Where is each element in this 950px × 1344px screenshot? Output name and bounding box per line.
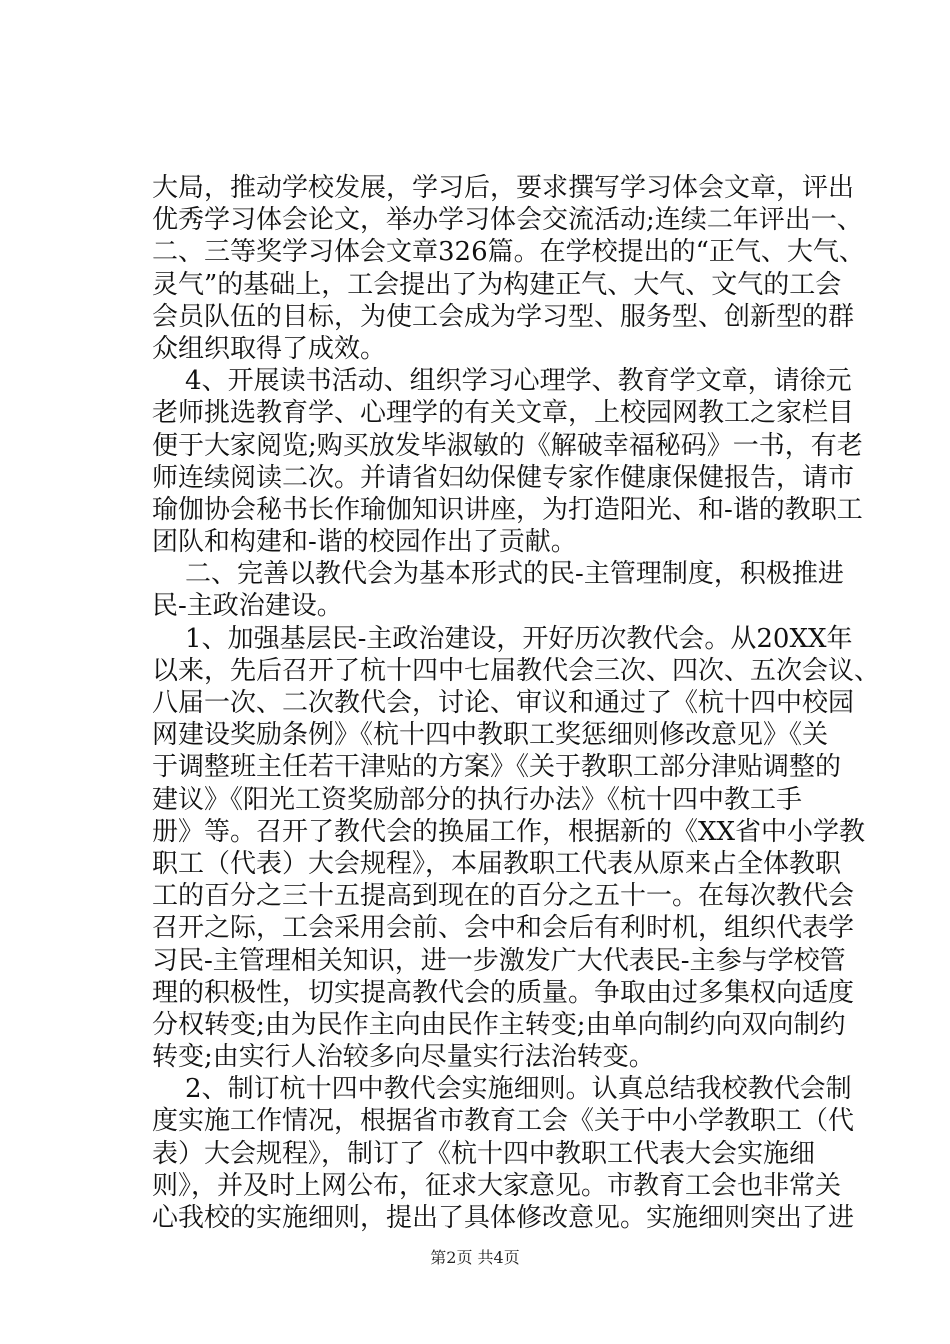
text-line: 则》，并及时上网公布，征求大家意见。市教育工会也非常关 [152,1170,842,1201]
text-line: 2、制订杭十四中教代会实施细则。认真总结我校教代会制 [152,1074,852,1105]
text-line: 师连续阅读二次。并请省妇幼保健专家作健康保健报告，请市 [152,462,855,493]
text-line: 团队和构建和-谐的校园作出了贡献。 [152,527,577,558]
text-line: 职工（代表）大会规程》，本届教职工代表从原来占全体教职 [152,848,842,879]
text-line: 度实施工作情况，根据省市教育工会《关于中小学教职工（代 [152,1106,855,1137]
text-line: 于调整班主任若干津贴的方案》《关于教职工部分津贴调整的 [152,752,842,783]
text-line: 表）大会规程》，制订了《杭十四中教职工代表大会实施细 [152,1138,816,1169]
text-line: 习民-主管理相关知识，进一步激发广大代表民-主参与学校管 [152,945,846,976]
text-line: 二、三等奖学习体会文章326篇。在学校提出的“正气、大气、 [152,237,865,268]
text-line: 转变;由实行人治较多向尽量实行法治转变。 [152,1042,655,1073]
text-line: 网建设奖励条例》《杭十四中教职工奖惩细则修改意见》《关 [152,720,829,751]
text-line: 便于大家阅览;购买放发毕淑敏的《解破幸福秘码》一书，有老 [152,430,863,461]
text-line: 以来，先后召开了杭十四中七届教代会三次、四次、五次会议、 [152,655,881,686]
text-line: 灵气”的基础上，工会提出了为构建正气、大气、文气的工会 [152,269,842,300]
text-line: 八届一次、二次教代会，讨论、审议和通过了《杭十四中校园 [152,688,855,718]
text-line: 建议》《阳光工资奖励部分的执行办法》《杭十四中教工手 [152,784,803,815]
text-line: 分权转变;由为民作主向由民作主转变;由单向制约向双向制约 [152,1009,846,1040]
text-line: 瑜伽协会秘书长作瑜伽知识讲座，为打造阳光、和-谐的教职工 [152,494,863,525]
text-line: 优秀学习体会论文，举办学习体会交流活动;连续二年评出一、 [152,205,863,236]
text-line: 理的积极性，切实提高教代会的质量。争取由过多集权向适度 [152,977,855,1008]
text-line: 大局，推动学校发展，学习后，要求撰写学习体会文章，评出 [152,173,855,203]
text-line: 民-主政治建设。 [152,591,343,622]
page-footer: 第2页 共4页 [430,1248,520,1267]
document-body [152,172,881,1234]
text-line: 心我校的实施细则，提出了具体修改意见。实施细则突出了进 [152,1203,855,1233]
text-line: 会员队伍的目标，为使工会成为学习型、服务型、创新型的群 [152,301,855,332]
text-line: 众组织取得了成效。 [152,333,387,364]
text-line: 老师挑选教育学、心理学的有关文章，上校园网教工之家栏目 [152,398,855,429]
text-line: 召开之际，工会采用会前、会中和会后有利时机，组织代表学 [152,913,855,944]
text-line: 册》等。召开了教代会的换届工作，根据新的《XX省中小学教 [152,816,866,847]
text-line: 1、加强基层民-主政治建设，开好历次教代会。从20XX年 [152,623,853,654]
text-line: 4、开展读书活动、组织学习心理学、教育学文章，请徐元 [152,366,852,397]
text-line: 工的百分之三十五提高到现在的百分之五十一。在每次教代会 [152,881,855,912]
text-line: 二、完善以教代会为基本形式的民-主管理制度，积极推进 [152,559,844,590]
